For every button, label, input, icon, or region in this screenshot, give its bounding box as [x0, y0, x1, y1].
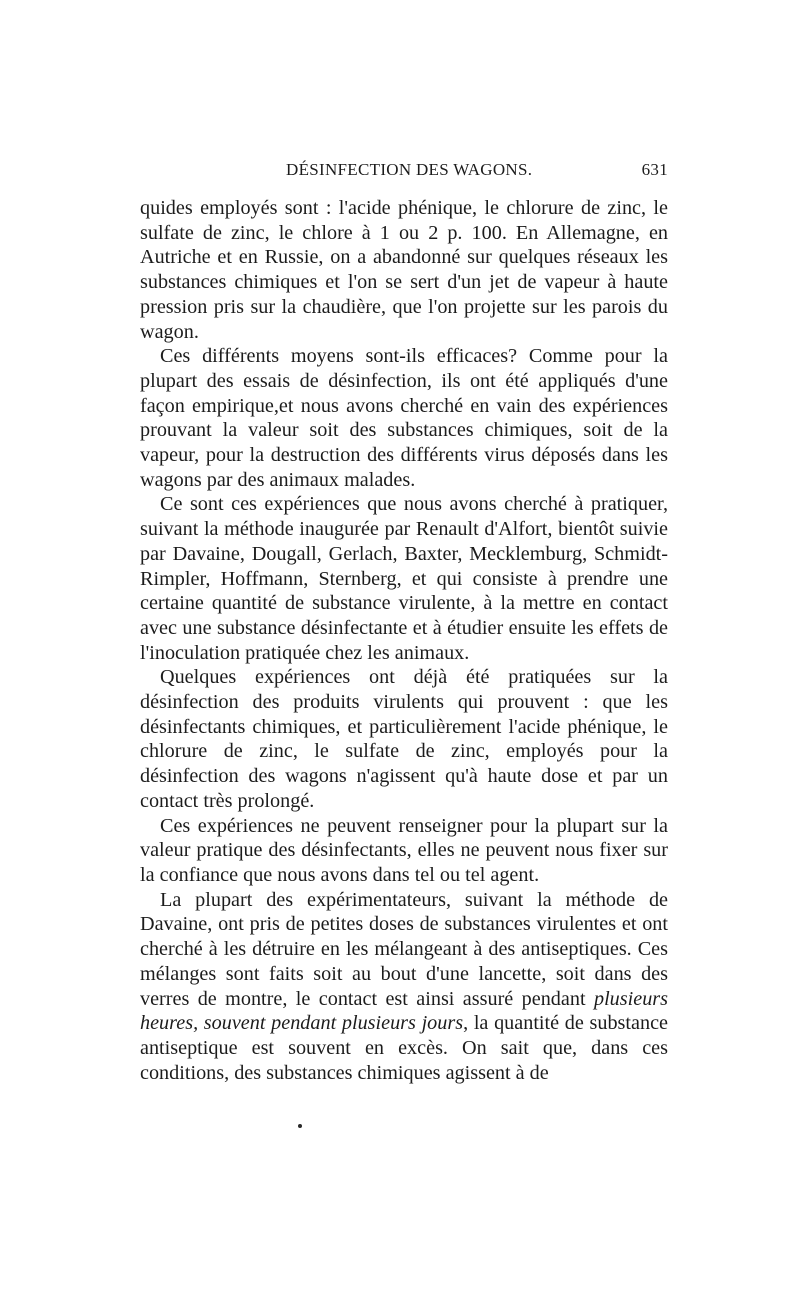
print-speck — [298, 1124, 302, 1128]
paragraph-experiments-method: Ce sont ces expériences que nous avons cherché à pratiquer, suivant la méthode inaugurée par Renault d'Alfort, bientôt suivie par Davaine, Dougall, Gerlach, Baxter, Mecklemburg, Schmidt-Rimpler, Hoffmann, Sternberg, et qui consiste à prendre une certaine quantité de substance virulente, à la mettre en contact avec une substance désinfectante et à étudier ensuite les effets de l'inoculation pratiquée chez les animaux. — [140, 493, 668, 664]
page-number: 631 — [641, 160, 668, 179]
paragraph-davaine-method — [140, 888, 668, 1086]
page-header — [140, 160, 668, 184]
body-text — [140, 196, 668, 1085]
text-after-emphasis: , la quantité de substance antiseptique est souvent en excès. On sait que, dans ces conditions, des substances chimiques agissent à de — [140, 1012, 669, 1084]
running-title: DÉSINFECTION DES WAGONS. — [286, 160, 533, 179]
emphasized-text: plusieurs heures, souvent pendant plusieurs jours — [140, 987, 668, 1035]
paragraph-prior-experiments: Quelques expériences ont déjà été pratiquées sur la désinfection des produits virulents qui prouvent : que les désinfectants chimiques, et particulièrement l'acide phénique, le chlorure de zinc, le sulfate de zinc, employés pour la désinfection des wagons n'agissent qu'à haute dose et par un contact très prolongé. — [140, 666, 668, 812]
paragraph-efficacy: Ces différents moyens sont-ils efficaces? Comme pour la plupart des essais de désinfection, ils ont été appliqués d'une façon empirique,et nous avons cherché en vain des expériences prouvant la valeur soit des substances chimiques, soit de la vapeur, pour la destruction des différents virus déposés dans les wagons par des animaux malades. — [140, 345, 668, 491]
paragraph-continuation: quides employés sont : l'acide phénique, le chlorure de zinc, le sulfate de zinc, le chlore à 1 ou 2 p. 100. En Allemagne, en Autriche et en Russie, on a abandonné sur quelques réseaux les substances chimiques et l'on se sert d'un jet de vapeur à haute pression pris sur la chaudière, que l'on projette sur les parois du wagon. — [140, 197, 668, 343]
paragraph-limits: Ces expériences ne peuvent renseigner pour la plupart sur la valeur pratique des désinfectants, elles ne peuvent nous fixer sur la confiance que nous avons dans tel ou tel agent. — [140, 814, 668, 886]
text-before-emphasis: La plupart des expérimentateurs, suivant la méthode de Davaine, ont pris de petites doses de substances virulentes et ont cherché à les détruire en les mélangeant à des antiseptiques. Ces mélanges sont faits soit au bout d'une lancette, soit dans des verres de montre, le contact est ainsi assuré pendant — [140, 888, 668, 1010]
